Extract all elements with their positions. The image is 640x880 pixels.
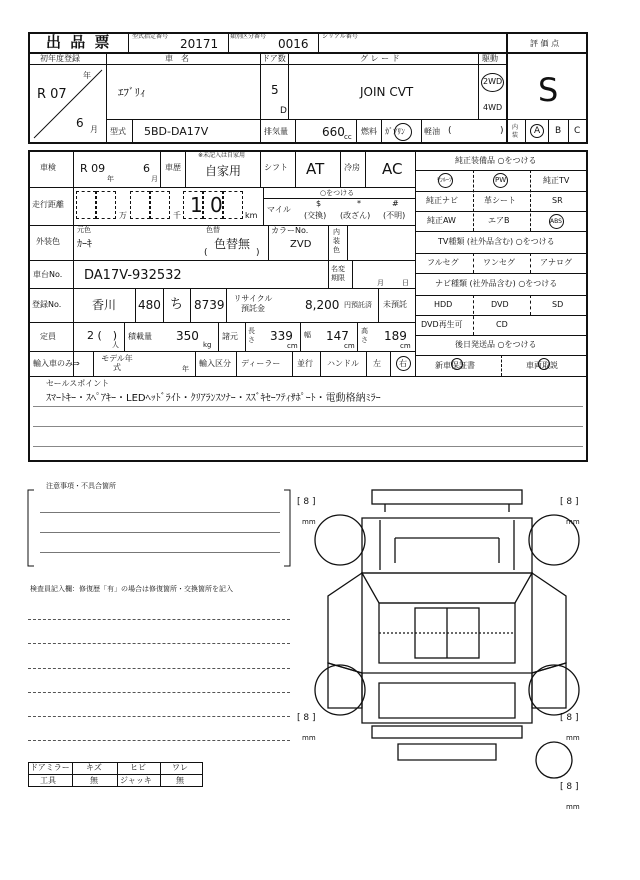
grade: JOIN CVT <box>360 85 414 99</box>
vehicle-diagram <box>300 478 590 808</box>
first-reg-year: R 07 <box>37 87 67 102</box>
doors: 5 <box>271 83 279 97</box>
reg-number: 8739 <box>194 298 225 312</box>
height: 189 <box>384 329 407 343</box>
length: 339 <box>270 329 293 343</box>
manual-circle <box>538 358 550 370</box>
inspector-note: 検査員記入欄：修復歴「有」の場合は修復箇所・交換箇所を記入 <box>30 585 233 593</box>
notes-bracket <box>28 488 290 568</box>
displacement: 660 <box>322 125 345 139</box>
car-name: ｴﾌﾞﾘｨ <box>118 86 146 99</box>
inspection-month: 6 <box>143 162 150 175</box>
tire-depth-fl: [ 8 ] <box>297 497 316 507</box>
notes-title: 注意事項・不具合箇所 <box>46 482 116 490</box>
repaint: 色替無 <box>214 237 251 251</box>
type-number: 20171 <box>180 37 219 51</box>
capacity: 2 ( ) <box>87 329 118 342</box>
sales-point-text: ｽﾏｰﾄｷｰ・ｽﾍﾟｱｷｰ・LEDﾍｯﾄﾞﾗｲﾄ・ｸﾘｱﾗﾝｽｿﾅｰ・ｽｽﾞｷｾｰﾌﾃｨｻﾎﾟｰﾄ・電動格納ﾐﾗｰ <box>46 393 381 404</box>
tire-depth-spare: [ 8 ] <box>560 782 579 792</box>
odometer-digit: 0 <box>210 193 223 217</box>
odometer-digit: 1 <box>190 193 203 217</box>
load-capacity: 350 <box>176 329 199 343</box>
form-title: 出 品 票 <box>46 33 112 51</box>
evaluation-score: S <box>538 71 559 109</box>
inspection-year: R 09 <box>80 162 106 175</box>
model-code: 5BD-DA17V <box>144 125 209 138</box>
original-color: ｶｰｷ <box>77 239 92 250</box>
odometer-boxes <box>76 191 262 219</box>
tire-depth-fr: [ 8 ] <box>560 497 579 507</box>
reg-prefecture: 香川 <box>92 298 117 312</box>
recycle-deposit: 8,200 <box>305 298 340 312</box>
shift: AT <box>306 160 325 178</box>
color-number: ZVD <box>290 239 312 250</box>
first-reg-month: 6 <box>76 116 84 130</box>
tire-depth-rr: [ 8 ] <box>560 713 579 723</box>
reg-kana: ち <box>170 297 184 312</box>
tire-depth-rl: [ 8 ] <box>297 713 316 723</box>
reg-class: 480 <box>138 298 161 312</box>
chassis-number: DA17V-932532 <box>84 268 182 283</box>
vehicle-history: 自家用 <box>205 164 242 178</box>
class-number: 0016 <box>278 37 309 51</box>
cooler: AC <box>382 160 403 178</box>
warranty-circle <box>451 358 463 370</box>
width: 147 <box>326 329 349 343</box>
